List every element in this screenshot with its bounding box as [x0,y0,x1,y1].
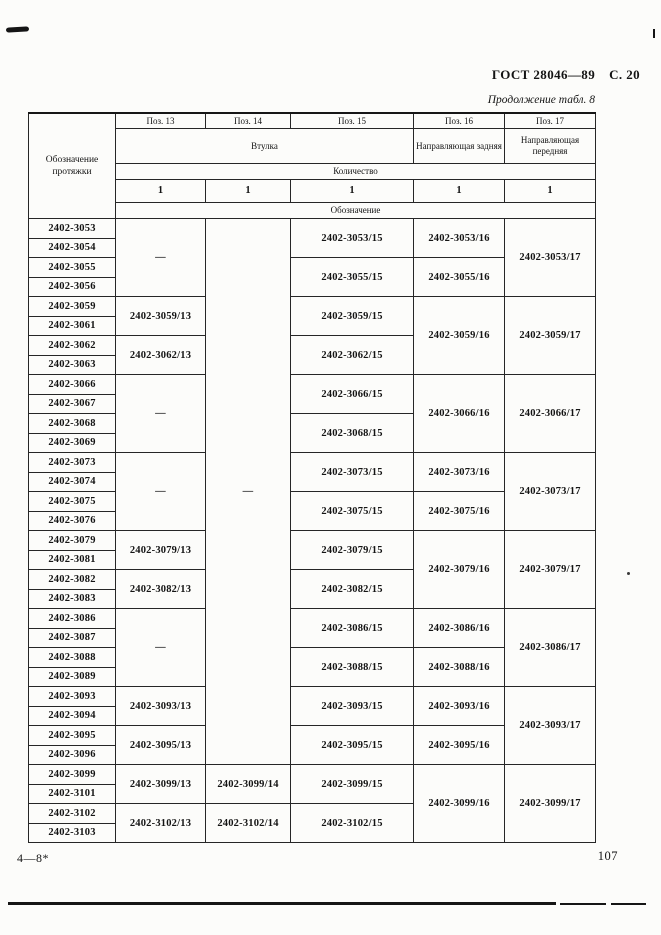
part-designation-cell: 2402-3059/13 [116,297,206,336]
part-designation-cell: 2402-3088/15 [291,648,414,687]
table-row [29,375,596,395]
broach-designation: 2402-3095 [29,726,116,746]
part-designation-cell: 2402-3073/16 [414,453,505,492]
broach-designation: 2402-3054 [29,238,116,258]
broach-designation: 2402-3066 [29,375,116,395]
broach-designation: 2402-3055 [29,258,116,278]
part-designation-cell: 2402-3062/15 [291,336,414,375]
broach-designation: 2402-3076 [29,511,116,531]
broach-designation: 2402-3082 [29,570,116,590]
column-header-pos-13: Поз. 13 [116,113,206,129]
part-designation-cell: 2402-3066/15 [291,375,414,414]
table-row [29,219,596,239]
part-designation-cell: 2402-3059/17 [505,297,596,375]
part-designation-cell: 2402-3093/13 [116,687,206,726]
broach-designation: 2402-3102 [29,804,116,824]
column-header-pos-17: Поз. 17 [505,113,596,129]
part-designation-cell: 2402-3082/15 [291,570,414,609]
empty-dash-cell: — [116,219,206,297]
broach-designation: 2402-3063 [29,355,116,375]
broach-designation: 2402-3073 [29,453,116,473]
part-designation-cell: 2402-3059/16 [414,297,505,375]
part-designation-cell: 2402-3068/15 [291,414,414,453]
broach-designation: 2402-3096 [29,745,116,765]
part-designation-cell: 2402-3053/16 [414,219,505,258]
table-header [29,113,596,219]
empty-dash-cell: — [116,453,206,531]
broach-designation: 2402-3059 [29,297,116,317]
scan-artifact-bottom-line [611,903,646,905]
part-designation-cell: 2402-3095/15 [291,726,414,765]
empty-dash-cell: — [116,375,206,453]
part-designation-cell: 2402-3093/16 [414,687,505,726]
quantity-pos-14: 1 [206,180,291,203]
part-designation-cell: 2402-3055/16 [414,258,505,297]
part-designation-cell: 2402-3086/16 [414,609,505,648]
quantity-pos-16: 1 [414,180,505,203]
broach-designation: 2402-3101 [29,784,116,804]
broach-designation: 2402-3081 [29,550,116,570]
part-designation-cell: 2402-3055/15 [291,258,414,297]
part-designation-cell: 2402-3102/14 [206,804,291,843]
part-designation-cell: 2402-3079/16 [414,531,505,609]
part-designation-cell: 2402-3086/17 [505,609,596,687]
table-row [29,297,596,317]
part-designation-cell: 2402-3088/16 [414,648,505,687]
part-header-rear-guide: Направляющая задняя [414,129,505,164]
empty-dash-cell: — [116,609,206,687]
header-row-positions [29,113,596,129]
broach-designation: 2402-3099 [29,765,116,785]
column-header-pos-16: Поз. 16 [414,113,505,129]
part-designation-cell: 2402-3099/16 [414,765,505,843]
part-designation-cell: 2402-3075/16 [414,492,505,531]
part-designation-cell: 2402-3062/13 [116,336,206,375]
part-designation-cell: 2402-3095/13 [116,726,206,765]
part-designation-cell: 2402-3066/16 [414,375,505,453]
part-designation-cell: 2402-3075/15 [291,492,414,531]
printer-signature-mark: 4—8* [17,851,49,865]
part-header-front-guide: Направляющая передняя [505,129,596,164]
quantity-pos-17: 1 [505,180,596,203]
broach-designation: 2402-3079 [29,531,116,551]
column-header-pos-14: Поз. 14 [206,113,291,129]
column-header-pos-15: Поз. 15 [291,113,414,129]
scan-artifact-mark [6,26,29,32]
table-row [29,453,596,473]
table-body [29,219,596,843]
part-designation-cell: 2402-3053/17 [505,219,596,297]
part-designation-cell: 2402-3099/14 [206,765,291,804]
broach-designation: 2402-3088 [29,648,116,668]
broach-designation: 2402-3062 [29,336,116,356]
part-designation-cell: 2402-3079/17 [505,531,596,609]
part-header-sleeve: Втулка [116,129,414,164]
part-designation-cell: 2402-3059/15 [291,297,414,336]
table-continuation-caption: Продолжение табл. 8 [487,94,595,106]
table-row [29,765,596,785]
running-header [492,67,640,83]
part-designation-cell: 2402-3095/16 [414,726,505,765]
table-row [29,609,596,629]
part-designation-cell: 2402-3102/13 [116,804,206,843]
broach-designation: 2402-3086 [29,609,116,629]
broach-designation: 2402-3068 [29,414,116,434]
part-designation-cell: 2402-3093/15 [291,687,414,726]
part-designation-cell: 2402-3053/15 [291,219,414,258]
broach-designation: 2402-3103 [29,823,116,843]
part-designation-cell: 2402-3086/15 [291,609,414,648]
column-header-broach-designation: Обозначение протяжки [29,113,116,219]
designation-label: Обозначение [116,203,596,219]
broach-designation: 2402-3089 [29,667,116,687]
part-designation-cell: 2402-3082/13 [116,570,206,609]
quantity-label: Количество [116,164,596,180]
empty-dash-cell: — [206,219,291,765]
part-designation-cell: 2402-3066/17 [505,375,596,453]
part-designation-cell: 2402-3099/17 [505,765,596,843]
table-row [29,531,596,551]
part-designation-cell: 2402-3093/17 [505,687,596,765]
part-designation-cell: 2402-3073/15 [291,453,414,492]
broach-designation: 2402-3061 [29,316,116,336]
page-number: 107 [597,849,618,863]
broach-designation: 2402-3074 [29,472,116,492]
scan-artifact-bottom-line [8,902,556,905]
scan-artifact-mark [653,29,655,38]
broach-designation: 2402-3093 [29,687,116,707]
part-designation-cell: 2402-3073/17 [505,453,596,531]
part-designation-cell: 2402-3079/15 [291,531,414,570]
gost-standard-number: ГОСТ 28046—89 [491,67,596,82]
broach-designation: 2402-3087 [29,628,116,648]
part-designation-cell: 2402-3099/13 [116,765,206,804]
part-designation-cell: 2402-3102/15 [291,804,414,843]
broach-designation: 2402-3094 [29,706,116,726]
scan-artifact-speck [627,572,630,575]
quantity-pos-13: 1 [116,180,206,203]
broach-designation: 2402-3053 [29,219,116,239]
table-row [29,687,596,707]
page-label: С. 20 [609,67,640,82]
broach-parts-table [28,112,596,843]
broach-designation: 2402-3075 [29,492,116,512]
broach-designation: 2402-3056 [29,277,116,297]
part-designation-cell: 2402-3099/15 [291,765,414,804]
quantity-pos-15: 1 [291,180,414,203]
broach-designation: 2402-3069 [29,433,116,453]
broach-designation: 2402-3083 [29,589,116,609]
scan-artifact-bottom-line [560,903,606,905]
broach-designation: 2402-3067 [29,394,116,414]
part-designation-cell: 2402-3079/13 [116,531,206,570]
